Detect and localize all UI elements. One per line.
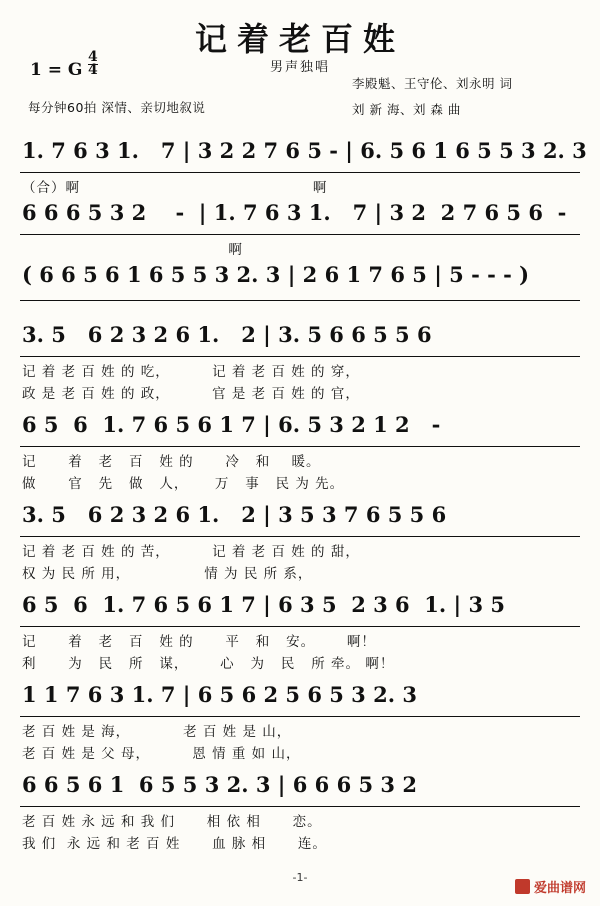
page-title: 记着老百姓 [194,20,405,58]
watermark-label: 爱曲谱网 [533,881,586,896]
page-number: -1- [292,871,308,884]
lyric-line-verse1: 记 着 老 百 姓 的 吃， 记 着 老 百 姓 的 穿， [22,364,360,380]
lyric-line-verse1: 老 百 姓 永 远 和 我 们 相 依 相 恋。 [22,814,322,830]
notation-line: 1. 7 6 3 1. 7 | 3 2 2 7 6 5 - | 6. 5 6 1 6 5 5 3 2. 3 [22,138,587,163]
notation-line: 6 5 6 1. 7 6 5 6 1 7 | 6. 5 3 2 1 2 - [22,412,441,437]
lyric-line-verse2: 做 官 先 做 人， 万 事 民 为 先。 [22,476,345,492]
lyric-line: （合）啊 啊 [22,180,328,196]
lyric-line-verse1: 记 着 老 百 姓 的 平 和 安。 啊！ [22,634,376,650]
lyric-line-verse2: 权 为 民 所 用， 情 为 民 所 系， [22,566,313,582]
lyric-line-verse1: 老 百 姓 是 海， 老 百 姓 是 山， [22,724,292,740]
lyric-line-verse2: 政 是 老 百 姓 的 政， 官 是 老 百 姓 的 官， [22,386,360,402]
lyric-line-verse2: 利 为 民 所 谋， 心 为 民 所 牵。 啊！ [22,656,395,672]
lyric-line-verse1: 记 着 老 百 姓 的 冷 和 暖。 [22,454,321,470]
lyric-line-verse2: 我 们 永 远 和 老 百 姓 血 脉 相 连。 [22,836,327,852]
notation-line: 6 6 6 5 3 2 - | 1. 7 6 3 1. 7 | 3 2 2 7 6 5 6 - [22,200,567,225]
composer-credit: 刘 新 海、刘 森 曲 [352,102,461,117]
notation-line: ( 6 6 5 6 1 6 5 5 3 2. 3 | 2 6 1 7 6 5 | 5 - - - ) [22,262,530,287]
notation-line: 6 6 5 6 1 6 5 5 3 2. 3 | 6 6 6 5 3 2 [22,772,417,797]
logo-icon [515,879,530,894]
notation-line: 3. 5 6 2 3 2 6 1. 2 | 3. 5 6 6 5 5 6 [22,322,432,347]
lyricist-credit: 李殿魁、王守伦、刘永明 词 [352,76,513,91]
notation-line: 1 1 7 6 3 1. 7 | 6 5 6 2 5 6 5 3 2. 3 [22,682,417,707]
time-signature-numerator: 4 [88,49,98,65]
lyric-line-verse1: 记 着 老 百 姓 的 苦， 记 着 老 百 姓 的 甜， [22,544,360,560]
time-signature-denominator: 4 [88,62,98,78]
key-signature: 1 = G [30,60,83,80]
subtitle: 男声独唱 [269,60,330,75]
time-signature [88,49,98,78]
notation-line: 3. 5 6 2 3 2 6 1. 2 | 3 5 3 7 6 5 5 6 [22,502,447,527]
site-watermark [515,877,586,896]
lyric-line: 啊 [22,242,243,258]
tempo-marking: 每分钟60拍 深情、亲切地叙说 [28,100,206,115]
notation-line: 6 5 6 1. 7 6 5 6 1 7 | 6 3 5 2 3 6 1. | 3 5 [22,592,505,617]
lyric-line-verse2: 老 百 姓 是 父 母， 恩 情 重 如 山， [22,746,301,762]
